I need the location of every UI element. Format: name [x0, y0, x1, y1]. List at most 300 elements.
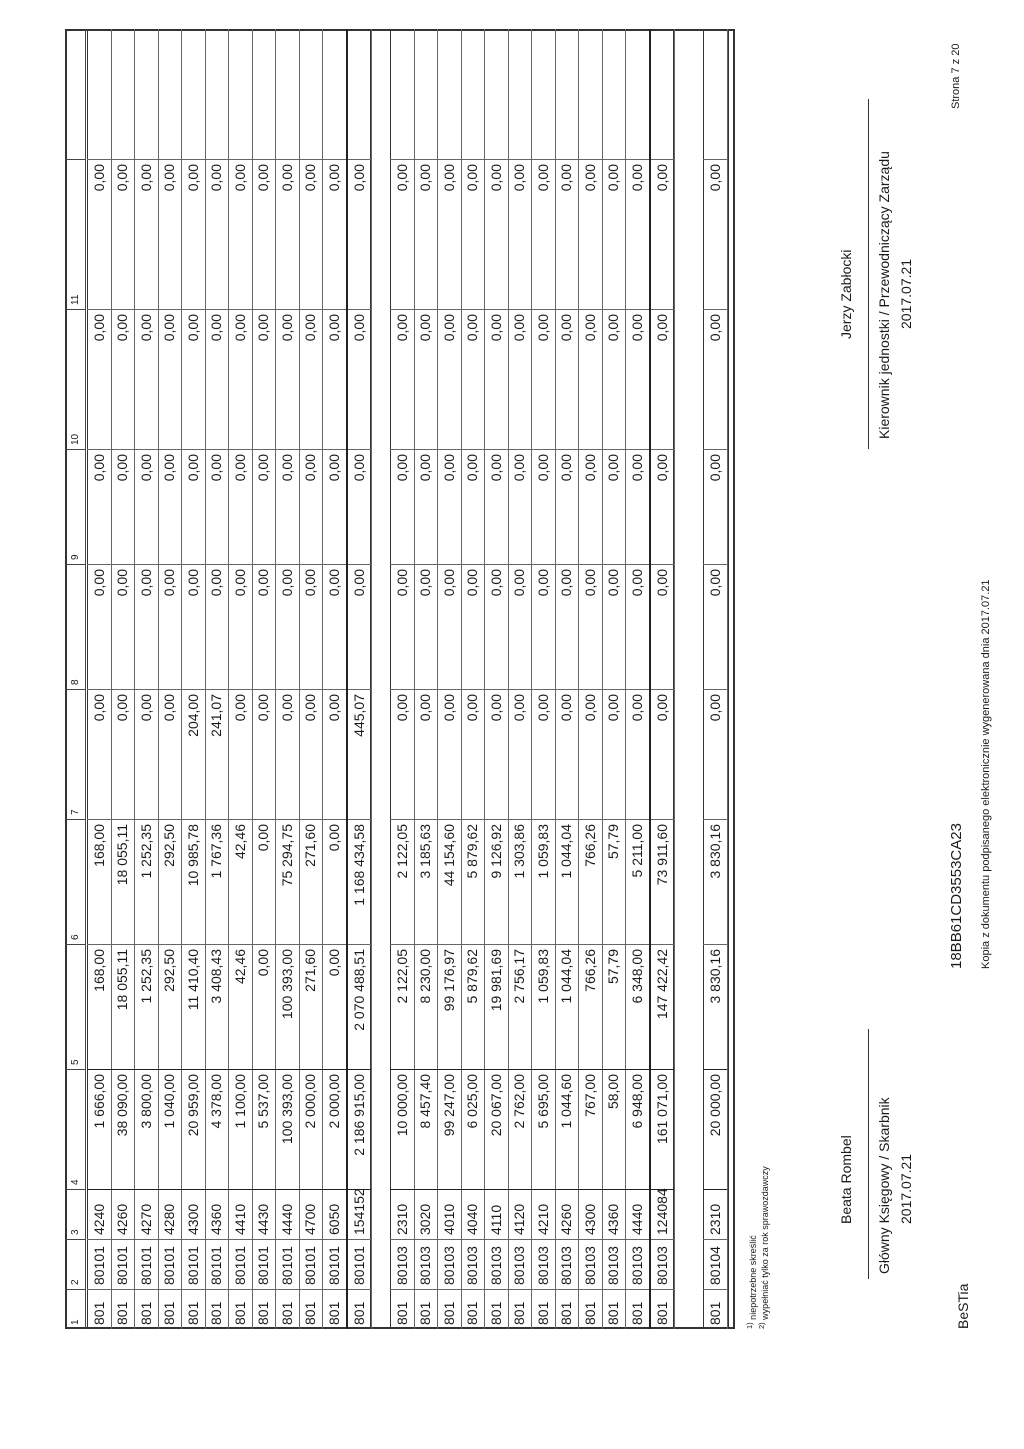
- cell-col-9: 0,00: [578, 449, 602, 564]
- signature-left-role: Główny Księgowy / Skarbnik: [876, 1097, 892, 1274]
- table-row: [461, 29, 486, 1329]
- cell-col-2: 80103: [602, 1239, 626, 1289]
- cell-col-2: 80101: [205, 1239, 229, 1289]
- cell-col-11: 0,00: [461, 159, 485, 309]
- cell-col-2: 80103: [578, 1239, 602, 1289]
- cell-col-1: 801: [322, 1289, 346, 1329]
- cell-col-5: 0,00: [252, 944, 276, 1069]
- cell-col-1: 801: [508, 1289, 532, 1329]
- cell-col-2: 80101: [322, 1239, 346, 1289]
- cell-col-5: 2 756,17: [508, 944, 532, 1069]
- cell-col-5: 2 122,05: [390, 944, 414, 1069]
- cell-col-8: 0,00: [703, 564, 727, 689]
- signature-right-role: Kierownik jednostki / Przewodniczący Zarządu: [876, 151, 892, 439]
- cell-col-7: 0,00: [414, 689, 438, 819]
- cell-col-11: 0,00: [651, 159, 675, 309]
- table-row: [346, 29, 373, 1329]
- cell-col-6: 10 985,78: [181, 819, 205, 944]
- cell-col-9: 0,00: [531, 449, 555, 564]
- cell-col-4: 20 000,00: [703, 1069, 727, 1189]
- cell-col-1: 801: [205, 1289, 229, 1329]
- cell-col-4: 2 186 915,00: [348, 1069, 372, 1189]
- cell-col-1: 801: [555, 1289, 579, 1329]
- cell-col-3: 4280: [158, 1189, 182, 1239]
- cell-col-4: 38 090,00: [111, 1069, 135, 1189]
- table-row: [484, 29, 509, 1329]
- table-row: [414, 29, 439, 1329]
- cell-col-1: 801: [181, 1289, 205, 1329]
- cell-col-1: 801: [703, 1289, 727, 1329]
- cell-col-10: 0,00: [134, 309, 158, 449]
- cell-col-11: 0,00: [111, 159, 135, 309]
- cell-col-5: 5 879,62: [461, 944, 485, 1069]
- cell-col-1: 801: [158, 1289, 182, 1329]
- cell-col-11: 0,00: [134, 159, 158, 309]
- cell-col-6: 0,00: [252, 819, 276, 944]
- cell-col-1: 801: [414, 1289, 438, 1329]
- cell-col-2: 80101: [181, 1239, 205, 1289]
- cell-col-1: 801: [348, 1289, 372, 1329]
- cell-col-8: 0,00: [205, 564, 229, 689]
- cell-col-8: 0,00: [484, 564, 508, 689]
- cell-col-10: 0,00: [508, 309, 532, 449]
- cell-col-4: 5 537,00: [252, 1069, 276, 1189]
- cell-col-2: 80101: [252, 1239, 276, 1289]
- table-row: [252, 29, 277, 1329]
- cell-col-4: 5 695,00: [531, 1069, 555, 1189]
- column-number-header: [65, 29, 86, 1329]
- cell-col-1: 801: [111, 1289, 135, 1329]
- signature-right-name: Jerzy Zabłocki: [838, 249, 854, 339]
- cell-col-7: 0,00: [228, 689, 252, 819]
- cell-col-9: 0,00: [390, 449, 414, 564]
- cell-col-9: 0,00: [299, 449, 323, 564]
- cell-col-3: 4010: [437, 1189, 461, 1239]
- table-row: [531, 29, 556, 1329]
- cell-col-3: 4360: [205, 1189, 229, 1239]
- cell-col-1: 801: [651, 1289, 675, 1329]
- cell-col-10: 0,00: [299, 309, 323, 449]
- cell-col-7: 0,00: [461, 689, 485, 819]
- cell-col-3: 4120: [508, 1189, 532, 1239]
- cell-col-5: 100 393,00: [275, 944, 299, 1069]
- cell-col-7: 0,00: [299, 689, 323, 819]
- cell-col-4: 2 000,00: [322, 1069, 346, 1189]
- cell-col-1: 801: [437, 1289, 461, 1329]
- cell-col-3: 2310: [390, 1189, 414, 1239]
- cell-col-5: 6 348,00: [625, 944, 649, 1069]
- table-row: [205, 29, 230, 1329]
- cell-col-11: 0,00: [703, 159, 727, 309]
- cell-col-5: 2 070 488,51: [348, 944, 372, 1069]
- cell-col-1: 801: [252, 1289, 276, 1329]
- cell-col-5: 271,60: [299, 944, 323, 1069]
- cell-col-7: 0,00: [602, 689, 626, 819]
- table-row: [555, 29, 580, 1329]
- cell-col-9: 0,00: [461, 449, 485, 564]
- cell-col-10: 0,00: [275, 309, 299, 449]
- cell-col-8: 0,00: [625, 564, 649, 689]
- cell-col-2: 80103: [651, 1239, 675, 1289]
- cell-col-6: 5 879,62: [461, 819, 485, 944]
- cell-col-6: 2 122,05: [390, 819, 414, 944]
- cell-col-7: 0,00: [111, 689, 135, 819]
- cell-col-8: 0,00: [555, 564, 579, 689]
- cell-col-11: 0,00: [228, 159, 252, 309]
- cell-col-8: 0,00: [322, 564, 346, 689]
- table-row: [649, 29, 676, 1329]
- cell-col-3: 4260: [555, 1189, 579, 1239]
- table-row: [578, 29, 603, 1329]
- table-row: [625, 29, 650, 1329]
- table-row: [703, 29, 728, 1329]
- cell-col-9: 0,00: [414, 449, 438, 564]
- signature-left-line: [868, 1029, 869, 1279]
- cell-col-5: 18 055,11: [111, 944, 135, 1069]
- cell-col-6: 1 252,35: [134, 819, 158, 944]
- cell-col-6: 75 294,75: [275, 819, 299, 944]
- cell-col-2: 80101: [111, 1239, 135, 1289]
- cell-col-5: 1 044,04: [555, 944, 579, 1069]
- cell-col-4: 20 067,00: [484, 1069, 508, 1189]
- cell-col-10: 0,00: [703, 309, 727, 449]
- cell-col-4: 100 393,00: [275, 1069, 299, 1189]
- footer-copy-note: Kopia z dokumentu podpisanego elektronicznie wygenerowana dnia 2017.07.21: [980, 579, 992, 969]
- cell-col-11: 0,00: [87, 159, 111, 309]
- cell-col-10: 0,00: [555, 309, 579, 449]
- cell-col-4: 10 000,00: [390, 1069, 414, 1189]
- footnote-2: [757, 1166, 770, 1329]
- cell-col-9: 0,00: [111, 449, 135, 564]
- cell-col-6: 1 303,86: [508, 819, 532, 944]
- cell-col-4: 20 959,00: [181, 1069, 205, 1189]
- cell-col-2: 80101: [87, 1239, 111, 1289]
- cell-col-1: 801: [484, 1289, 508, 1329]
- cell-col-6: 3 185,63: [414, 819, 438, 944]
- column-number-6: 6: [65, 819, 85, 944]
- column-number-5: 5: [65, 944, 85, 1069]
- cell-col-9: 0,00: [437, 449, 461, 564]
- column-number-2: 2: [65, 1239, 85, 1289]
- cell-col-3: 6050: [322, 1189, 346, 1239]
- cell-col-2: 80103: [508, 1239, 532, 1289]
- cell-col-7: 0,00: [87, 689, 111, 819]
- cell-col-9: 0,00: [252, 449, 276, 564]
- cell-col-3: 4240: [87, 1189, 111, 1239]
- cell-col-9: 0,00: [484, 449, 508, 564]
- cell-col-7: 0,00: [322, 689, 346, 819]
- cell-col-3: 124084: [651, 1189, 675, 1239]
- signature-left-name: Beata Rombel: [838, 1135, 854, 1224]
- cell-col-8: 0,00: [578, 564, 602, 689]
- cell-col-6: 271,60: [299, 819, 323, 944]
- cell-col-2: 80103: [461, 1239, 485, 1289]
- cell-col-9: 0,00: [703, 449, 727, 564]
- cell-col-2: 80101: [158, 1239, 182, 1289]
- cell-col-6: 57,79: [602, 819, 626, 944]
- cell-col-2: 80101: [134, 1239, 158, 1289]
- cell-col-9: 0,00: [651, 449, 675, 564]
- cell-col-5: 19 981,69: [484, 944, 508, 1069]
- cell-col-10: 0,00: [228, 309, 252, 449]
- cell-col-7: 0,00: [703, 689, 727, 819]
- cell-col-3: 4360: [602, 1189, 626, 1239]
- cell-col-8: 0,00: [87, 564, 111, 689]
- cell-col-2: 80103: [484, 1239, 508, 1289]
- table-row: [158, 29, 183, 1329]
- cell-col-4: 1 040,00: [158, 1069, 182, 1189]
- table-row: [87, 29, 112, 1329]
- table-row: [111, 29, 136, 1329]
- cell-col-6: 292,50: [158, 819, 182, 944]
- cell-col-3: 4300: [578, 1189, 602, 1239]
- table-row: [508, 29, 533, 1329]
- cell-col-4: 1 100,00: [228, 1069, 252, 1189]
- cell-col-7: 0,00: [531, 689, 555, 819]
- cell-col-8: 0,00: [181, 564, 205, 689]
- cell-col-7: 0,00: [252, 689, 276, 819]
- cell-col-10: 0,00: [181, 309, 205, 449]
- cell-col-4: 58,00: [602, 1069, 626, 1189]
- cell-col-6: 1 767,36: [205, 819, 229, 944]
- signature-right-line: [868, 99, 869, 449]
- column-number-8: 8: [65, 564, 85, 689]
- cell-col-1: 801: [228, 1289, 252, 1329]
- cell-col-5: 57,79: [602, 944, 626, 1069]
- cell-col-11: 0,00: [578, 159, 602, 309]
- cell-col-10: 0,00: [437, 309, 461, 449]
- cell-col-10: 0,00: [484, 309, 508, 449]
- cell-col-8: 0,00: [414, 564, 438, 689]
- cell-col-1: 801: [602, 1289, 626, 1329]
- cell-col-9: 0,00: [158, 449, 182, 564]
- cell-col-7: 0,00: [484, 689, 508, 819]
- cell-col-2: 80101: [348, 1239, 372, 1289]
- cell-col-3: 154152: [348, 1189, 372, 1239]
- cell-col-8: 0,00: [508, 564, 532, 689]
- cell-col-6: 3 830,16: [703, 819, 727, 944]
- cell-col-11: 0,00: [390, 159, 414, 309]
- cell-col-8: 0,00: [134, 564, 158, 689]
- cell-col-5: 99 176,97: [437, 944, 461, 1069]
- cell-col-2: 80101: [275, 1239, 299, 1289]
- cell-col-6: 44 154,60: [437, 819, 461, 944]
- cell-col-10: 0,00: [87, 309, 111, 449]
- table-row: [134, 29, 159, 1329]
- footer-page-number: Strona 7 z 20: [950, 43, 962, 109]
- cell-col-11: 0,00: [275, 159, 299, 309]
- cell-col-10: 0,00: [322, 309, 346, 449]
- cell-col-4: 3 800,00: [134, 1069, 158, 1189]
- cell-col-9: 0,00: [205, 449, 229, 564]
- cell-col-3: 3020: [414, 1189, 438, 1239]
- cell-col-4: 4 378,00: [205, 1069, 229, 1189]
- cell-col-8: 0,00: [275, 564, 299, 689]
- column-number-7: 7: [65, 689, 85, 819]
- cell-col-5: 168,00: [87, 944, 111, 1069]
- cell-col-9: 0,00: [348, 449, 372, 564]
- cell-col-10: 0,00: [390, 309, 414, 449]
- cell-col-3: 4110: [484, 1189, 508, 1239]
- table-row: [275, 29, 300, 1329]
- cell-col-1: 801: [578, 1289, 602, 1329]
- cell-col-11: 0,00: [625, 159, 649, 309]
- cell-col-3: 4440: [625, 1189, 649, 1239]
- cell-col-1: 801: [461, 1289, 485, 1329]
- cell-col-11: 0,00: [484, 159, 508, 309]
- cell-col-9: 0,00: [508, 449, 532, 564]
- cell-col-3: 4440: [275, 1189, 299, 1239]
- cell-col-11: 0,00: [437, 159, 461, 309]
- table-row: [322, 29, 347, 1329]
- column-number-11: 11: [65, 159, 85, 309]
- cell-col-10: 0,00: [531, 309, 555, 449]
- cell-col-7: 0,00: [578, 689, 602, 819]
- cell-col-9: 0,00: [625, 449, 649, 564]
- cell-col-7: 0,00: [437, 689, 461, 819]
- cell-col-8: 0,00: [531, 564, 555, 689]
- signature-right-date: 2017.07.21: [898, 258, 914, 329]
- cell-col-8: 0,00: [461, 564, 485, 689]
- cell-col-8: 0,00: [252, 564, 276, 689]
- cell-col-11: 0,00: [531, 159, 555, 309]
- cell-col-2: 80103: [414, 1239, 438, 1289]
- cell-col-7: 0,00: [508, 689, 532, 819]
- cell-col-6: 1 059,83: [531, 819, 555, 944]
- cell-col-9: 0,00: [602, 449, 626, 564]
- column-number-4: 4: [65, 1069, 85, 1189]
- cell-col-4: 2 000,00: [299, 1069, 323, 1189]
- cell-col-8: 0,00: [651, 564, 675, 689]
- table-row: [437, 29, 462, 1329]
- cell-col-11: 0,00: [299, 159, 323, 309]
- cell-col-1: 801: [275, 1289, 299, 1329]
- cell-col-8: 0,00: [390, 564, 414, 689]
- cell-col-10: 0,00: [461, 309, 485, 449]
- cell-col-3: 4040: [461, 1189, 485, 1239]
- cell-col-1: 801: [87, 1289, 111, 1329]
- cell-col-10: 0,00: [111, 309, 135, 449]
- cell-col-5: 147 422,42: [651, 944, 675, 1069]
- cell-col-6: 73 911,60: [651, 819, 675, 944]
- cell-col-10: 0,00: [414, 309, 438, 449]
- cell-col-3: 4700: [299, 1189, 323, 1239]
- table-row: [299, 29, 324, 1329]
- cell-col-1: 801: [299, 1289, 323, 1329]
- footnote-2-text: wypełniać tylko za rok sprawozdawczy: [760, 1166, 770, 1320]
- cell-col-4: 1 044,60: [555, 1069, 579, 1189]
- cell-col-3: 2310: [703, 1189, 727, 1239]
- cell-col-11: 0,00: [602, 159, 626, 309]
- column-number-3: 3: [65, 1189, 85, 1239]
- cell-col-10: 0,00: [158, 309, 182, 449]
- cell-col-10: 0,00: [205, 309, 229, 449]
- cell-col-5: 11 410,40: [181, 944, 205, 1069]
- cell-col-6: 42,46: [228, 819, 252, 944]
- cell-col-6: 18 055,11: [111, 819, 135, 944]
- footnote-2-mark: 2): [757, 1322, 766, 1329]
- footnote-1-mark: 1): [745, 1322, 754, 1329]
- cell-col-8: 0,00: [111, 564, 135, 689]
- cell-col-1: 801: [531, 1289, 555, 1329]
- cell-col-2: 80103: [390, 1239, 414, 1289]
- cell-col-4: 767,00: [578, 1069, 602, 1189]
- cell-col-9: 0,00: [134, 449, 158, 564]
- cell-col-9: 0,00: [87, 449, 111, 564]
- cell-col-5: 1 059,83: [531, 944, 555, 1069]
- cell-col-7: 0,00: [625, 689, 649, 819]
- cell-col-8: 0,00: [158, 564, 182, 689]
- cell-col-2: 80103: [531, 1239, 555, 1289]
- cell-col-7: 0,00: [651, 689, 675, 819]
- cell-col-9: 0,00: [555, 449, 579, 564]
- cell-col-7: 445,07: [348, 689, 372, 819]
- cell-col-4: 1 666,00: [87, 1069, 111, 1189]
- cell-col-7: 0,00: [158, 689, 182, 819]
- cell-col-4: 99 247,00: [437, 1069, 461, 1189]
- cell-col-3: 4300: [181, 1189, 205, 1239]
- cell-col-2: 80103: [555, 1239, 579, 1289]
- cell-col-9: 0,00: [275, 449, 299, 564]
- cell-col-7: 0,00: [134, 689, 158, 819]
- cell-col-11: 0,00: [348, 159, 372, 309]
- cell-col-3: 4410: [228, 1189, 252, 1239]
- cell-col-8: 0,00: [602, 564, 626, 689]
- cell-col-11: 0,00: [322, 159, 346, 309]
- column-number-1: 1: [65, 1289, 85, 1329]
- cell-col-8: 0,00: [299, 564, 323, 689]
- cell-col-10: 0,00: [578, 309, 602, 449]
- cell-col-6: 9 126,92: [484, 819, 508, 944]
- cell-col-9: 0,00: [322, 449, 346, 564]
- cell-col-4: 161 071,00: [651, 1069, 675, 1189]
- cell-col-8: 0,00: [348, 564, 372, 689]
- cell-col-3: 4260: [111, 1189, 135, 1239]
- cell-col-3: 4270: [134, 1189, 158, 1239]
- signature-left-date: 2017.07.21: [898, 1153, 914, 1224]
- cell-col-6: 0,00: [322, 819, 346, 944]
- cell-col-1: 801: [390, 1289, 414, 1329]
- cell-col-6: 1 044,04: [555, 819, 579, 944]
- footnote-1-text: niepotrzebne skreślić: [748, 1235, 758, 1320]
- table-row: [228, 29, 253, 1329]
- cell-col-4: 6 025,00: [461, 1069, 485, 1189]
- cell-col-5: 3 408,43: [205, 944, 229, 1069]
- cell-col-7: 241,07: [205, 689, 229, 819]
- cell-col-3: 4430: [252, 1189, 276, 1239]
- cell-col-6: 1 168 434,58: [348, 819, 372, 944]
- cell-col-10: 0,00: [252, 309, 276, 449]
- cell-col-5: 3 830,16: [703, 944, 727, 1069]
- cell-col-2: 80103: [437, 1239, 461, 1289]
- cell-col-5: 1 252,35: [134, 944, 158, 1069]
- cell-col-2: 80104: [703, 1239, 727, 1289]
- cell-col-2: 80103: [625, 1239, 649, 1289]
- cell-col-10: 0,00: [651, 309, 675, 449]
- cell-col-1: 801: [134, 1289, 158, 1329]
- cell-col-5: 8 230,00: [414, 944, 438, 1069]
- cell-col-10: 0,00: [602, 309, 626, 449]
- cell-col-11: 0,00: [555, 159, 579, 309]
- table-row: [602, 29, 627, 1329]
- cell-col-9: 0,00: [181, 449, 205, 564]
- cell-col-6: 766,26: [578, 819, 602, 944]
- cell-col-2: 80101: [228, 1239, 252, 1289]
- cell-col-5: 766,26: [578, 944, 602, 1069]
- cell-col-6: 168,00: [87, 819, 111, 944]
- footer-app-name: BeSTia: [955, 1283, 971, 1329]
- cell-col-10: 0,00: [348, 309, 372, 449]
